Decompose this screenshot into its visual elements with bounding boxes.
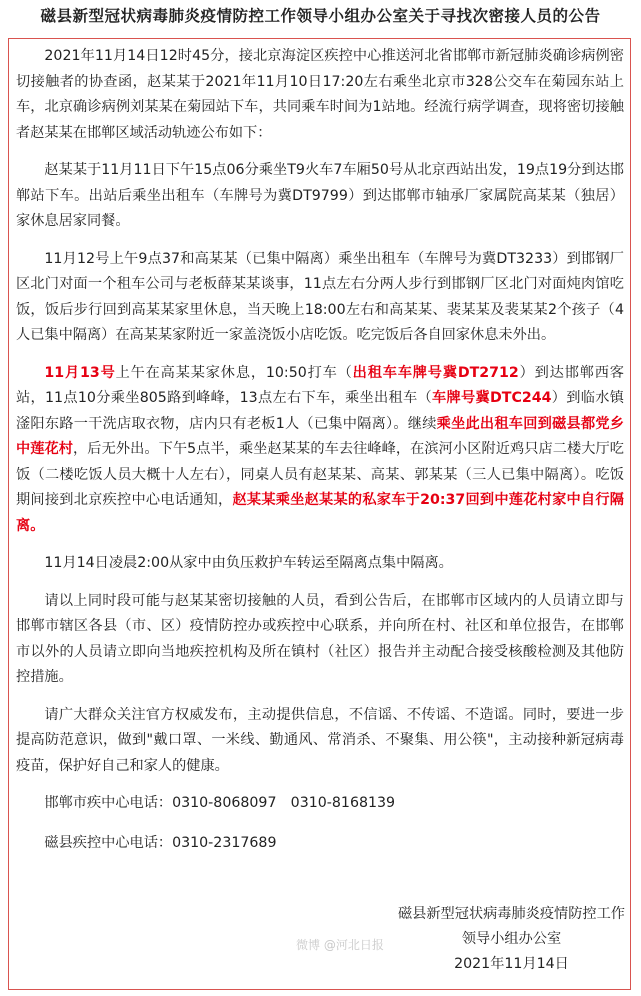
text-segment: ）到临水镇滏阳东路一干洗店取衣物，店内只有老板1人（已集中隔离）。继续 <box>16 390 624 432</box>
notice-body <box>16 44 624 870</box>
paragraph-nov14: 11月14日凌晨2:00从家中由负压救护车转运至隔离点集中隔离。 <box>44 555 453 571</box>
text-segment: ）到达邯郸西客站，11点10分乘坐805路到峰峰，13点左右下车，乘坐出租车（ <box>16 364 624 406</box>
text-segment: ，后无外出。下午5点半，乘坐赵某某的车去往峰峰，在滨河小区附近鸡只店二楼大厅吃饭（二楼吃饭人员大概十人左右），同桌人员有赵某某、高某、郭某某（三人已集中隔离）。吃饭期间接到北京疾控中心电话通知， <box>16 441 624 508</box>
highlight-return: 乘坐此出租车回到磁县都党乡中莲花村 <box>16 415 624 457</box>
contact-cixian: 磁县疾控中心电话：0310-2317689 <box>44 834 277 851</box>
paragraph-nov11: 赵某某于11月11日下午15点06分乘坐T9火车7车厢50号从北京西站出发，19点19分到达邯郸站下车。出站后乘坐出租车（车牌号为冀DT9799）到达邯郸市轴承厂家属院高某某（独居）家休息居家同餐。 <box>16 162 624 229</box>
highlight-isolation: 赵某某乘坐赵某某的私家车于20:37回到中莲花村家中自行隔离。 <box>16 492 624 534</box>
paragraph-nov13 <box>16 361 624 540</box>
signature-block <box>398 902 625 977</box>
signature-date: 2021年11月14日 <box>454 956 569 972</box>
notice-title: 磁县新型冠状病毒肺炎疫情防控工作领导小组办公室关于寻找次密接人员的公告 <box>40 7 601 25</box>
paragraph-nov12: 11月12号上午9点37和高某某（已集中隔离）乘坐出租车（车牌号为冀DT3233）到邯钢厂区北门对面一个租车公司与老板薛某某谈事，11点左右分两人步行到邯钢厂区北门对面炖肉馆吃饭，饭后步行回到高某某家里休息，当天晚上18:00左右和高某某、裴某某及裴某某2个孩子（4人已集中隔离）在高某某家附近一家盖浇饭小店吃饭。吃完饭后各自回家休息未外出。 <box>16 250 624 343</box>
text-segment: 上午在高某某家休息，10:50打车（ <box>115 364 353 381</box>
paragraph-intro: 2021年11月14日12时45分，接北京海淀区疾控中心推送河北省邯郸市新冠肺炎确诊病例密切接触者的协查函，赵某某于2021年11月10日17:20左右乘坐北京市328公交车在菊园东站上车，北京确诊病例刘某某在菊园站下车，共同乘车时间为1站地。经流行病学调查，现将密切接触者赵某某在邯郸区域活动轨迹公布如下： <box>16 48 624 141</box>
weibo-watermark: 微博 @河北日报 <box>296 938 384 952</box>
signature-org-line2: 领导小组办公室 <box>461 931 562 947</box>
highlight-date: 11月13号 <box>44 364 116 381</box>
highlight-taxi-2: 车牌号冀DTC244 <box>432 390 552 406</box>
signature-org-line1: 磁县新型冠状病毒肺炎疫情防控工作 <box>397 906 625 922</box>
paragraph-request: 请以上同时段可能与赵某某密切接触的人员，看到公告后，在邯郸市区域内的人员请立即与邯郸市辖区各县（市、区）疫情防控办或疾控中心联系，并向所在村、社区和单位报告，在邯郸市以外的人员请立即向当地疾控机构及所在镇村（社区）报告并主动配合接受核酸检测及其他防控措施。 <box>16 592 624 685</box>
highlight-taxi-1: 出租车车牌号冀DT2712 <box>352 364 519 381</box>
contact-handan: 邯郸市疾中心电话：0310-8068097 0310-8168139 <box>44 795 396 811</box>
paragraph-advice: 请广大群众关注官方权威发布，主动提供信息，不信谣、不传谣、不造谣。同时，要进一步提高防范意识，做到"戴口罩、一米线、勤通风、常消杀、不聚集、用公筷"，主动接种新冠病毒疫苗，保护好自己和家人的健康。 <box>16 706 624 774</box>
